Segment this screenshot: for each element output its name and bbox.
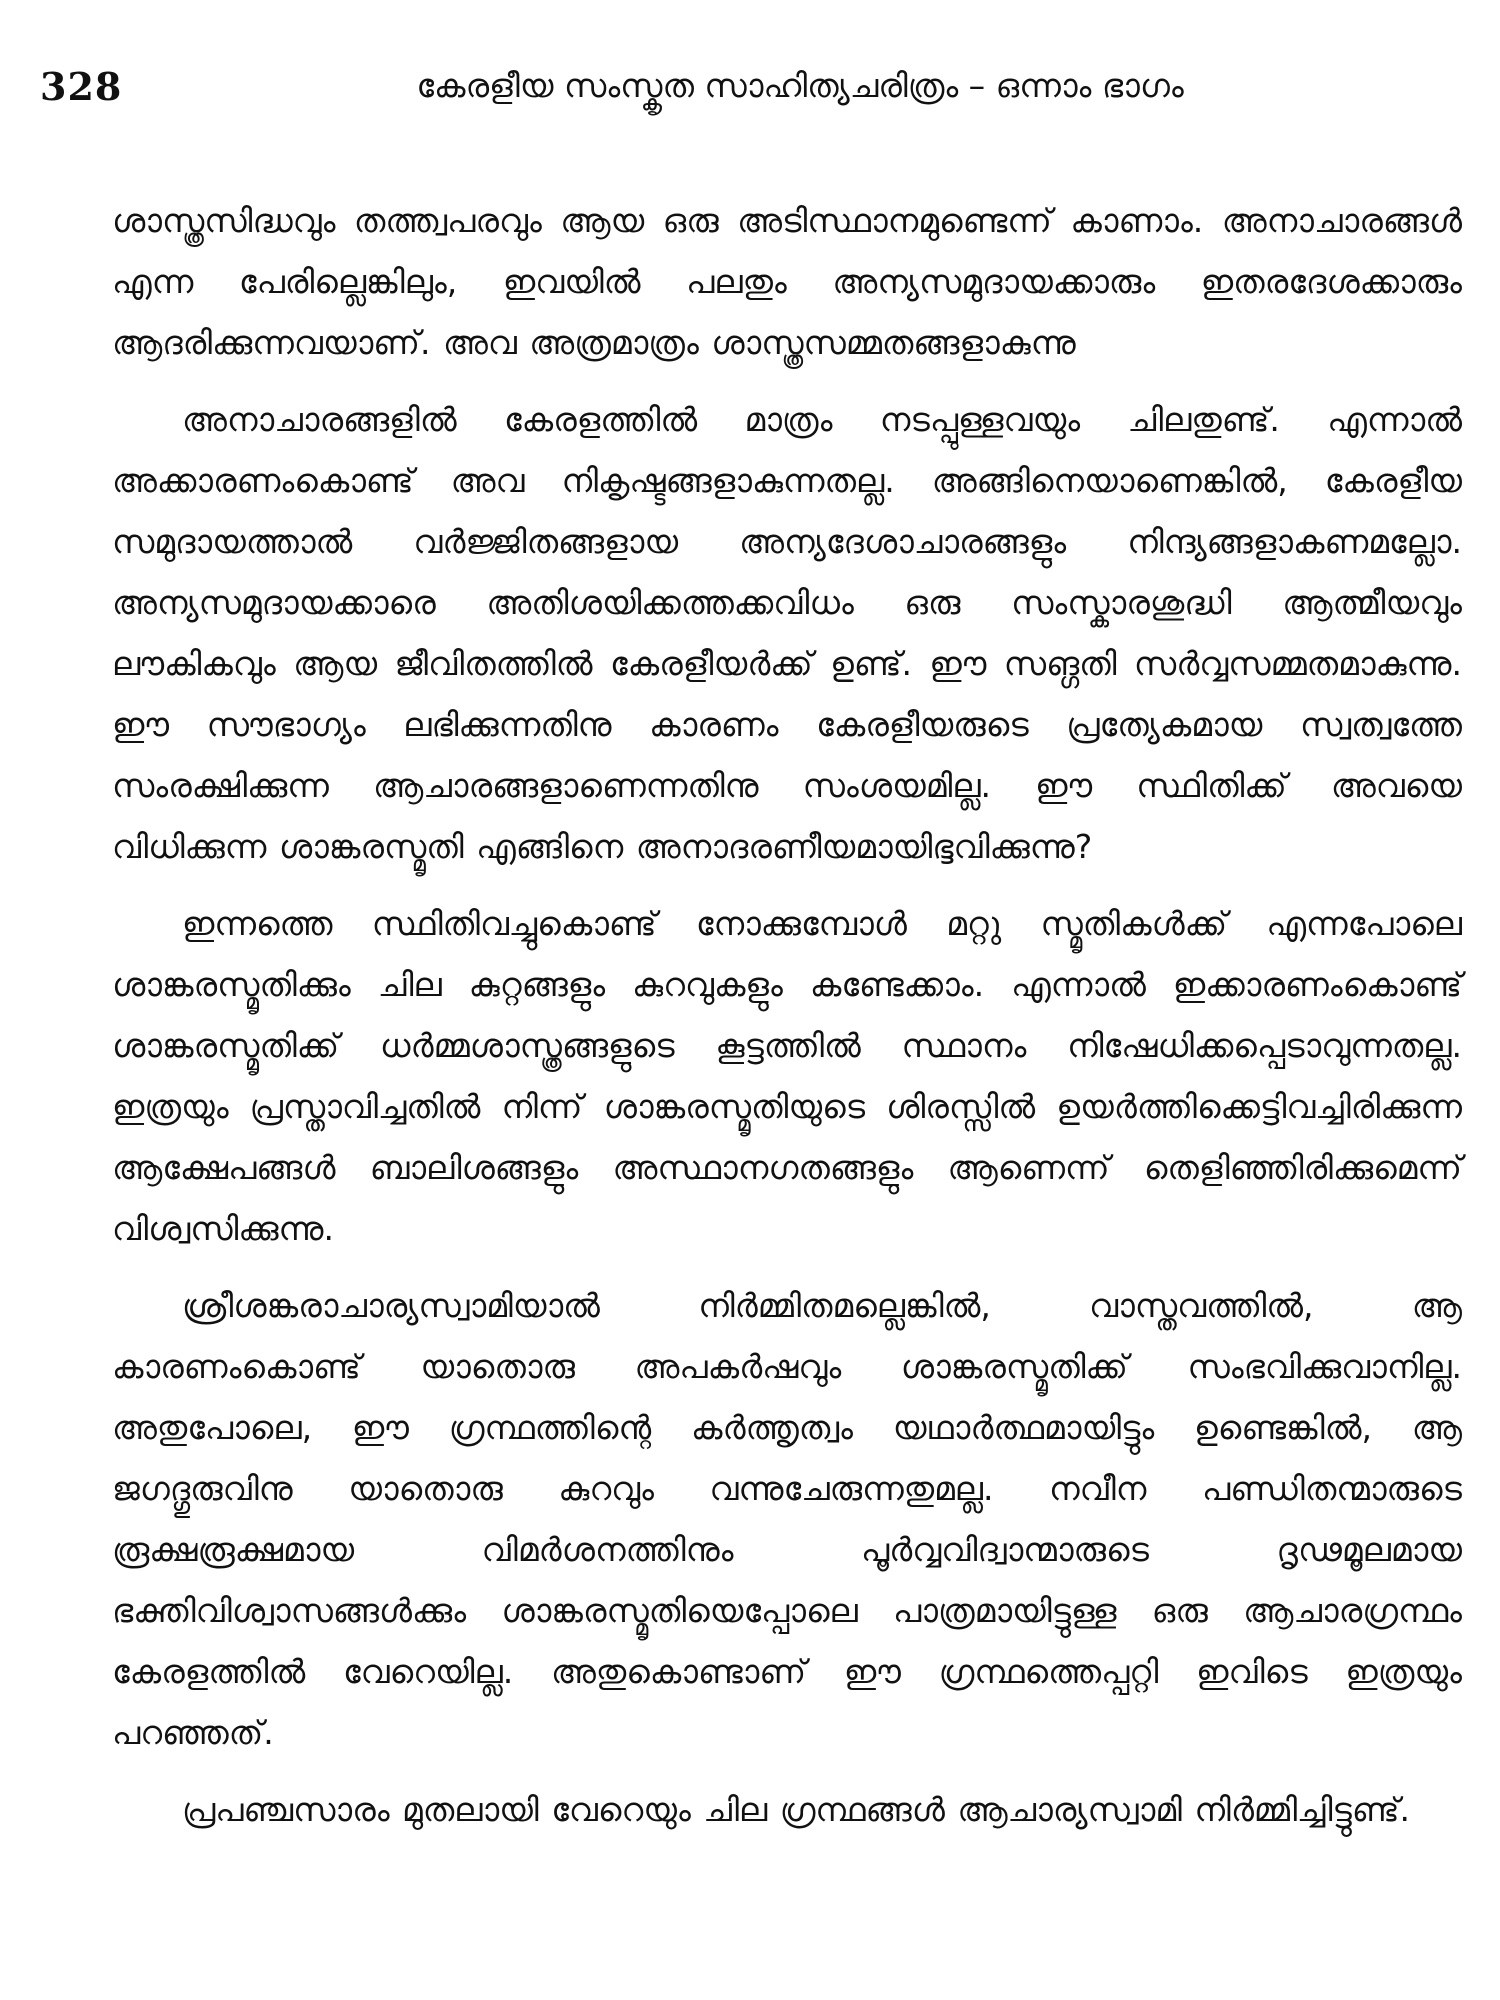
page-number: 328 [40,64,123,109]
paragraph-authorship: ശ്രീശങ്കരാചാര്യസ്വാമിയാൽ നിർമ്മിതമല്ലെങ്കിൽ, വാസ്തവത്തിൽ, ആ കാരണംകൊണ്ട് യാതൊരു അപകർഷവും ശാങ്കരസ്മൃതിക്ക് സംഭവിക്കുവാനില്ല. അതുപോലെ, ഈ ഗ്രന്ഥത്തിന്റെ കർത്തൃത്വം യഥാർത്ഥമായിട്ടും ഉണ്ടെങ്കിൽ, ആ ജഗദ്ഗുരുവിനു യാതൊരു കുറവും വന്നുചേരുന്നതുമല്ല. നവീന പണ്ഡിതന്മാരുടെ രൂക്ഷരൂക്ഷമായ വിമർശനത്തിനും പൂർവ്വവിദ്വാന്മാരുടെ ദൃഢമൂലമായ ഭക്തിവിശ്വാസങ്ങൾക്കും ശാങ്കരസ്മൃതിയെപ്പോലെ പാത്രമായിട്ടുള്ള ഒരു ആചാരഗ്രന്ഥം കേരളത്തിൽ വേറെയില്ല. അതുകൊണ്ടാണ് ഈ ഗ്രന്ഥത്തെപ്പറ്റി ഇവിടെ ഇത്രയും പറഞ്ഞത്. [112,1286,1462,1752]
paragraph-present-view: ഇന്നത്തെ സ്ഥിതിവച്ചുകൊണ്ട് നോക്കുമ്പോൾ മറ്റു സ്മൃതികൾക്ക് എന്നപോലെ ശാങ്കരസ്മൃതിക്കും ചില കുറ്റങ്ങളും കുറവുകളും കണ്ടേക്കാം. എന്നാൽ ഇക്കാരണംകൊണ്ട് ശാങ്കരസ്മൃതിക്ക് ധർമ്മശാസ്ത്രങ്ങളുടെ കൂട്ടത്തിൽ സ്ഥാനം നിഷേധിക്കപ്പെടാവുന്നതല്ല. ഇത്രയും പ്രസ്താവിച്ചതിൽ നിന്ന് ശാങ്കരസ്മൃതിയുടെ ശിരസ്സിൽ ഉയർത്തിക്കെട്ടിവച്ചിരിക്കുന്ന ആക്ഷേപങ്ങൾ ബാലിശങ്ങളും അസ്ഥാനഗതങ്ങളും ആണെന്ന് തെളിഞ്ഞിരിക്കുമെന്ന് വിശ്വസിക്കുന്നു. [112,904,1462,1248]
body-text [112,190,1462,1856]
page-header [40,62,1470,122]
paragraph-other-works: പ്രപഞ്ചസാരം മുതലായി വേറെയും ചില ഗ്രന്ഥങ്ങൾ ആചാര്യസ്വാമി നിർമ്മിച്ചിട്ടുണ്ട്. [182,1790,1411,1829]
paragraph-continuation: ശാസ്ത്രസിദ്ധവും തത്ത്വപരവും ആയ ഒരു അടിസ്ഥാനമുണ്ടെന്ന് കാണാം. അനാചാരങ്ങൾ എന്ന പേരില്ലെങ്കിലും, ഇവയിൽ പലതും അന്യസമുദായക്കാരും ഇതരദേശക്കാരും ആദരിക്കുന്നവയാണ്. അവ അത്രമാത്രം ശാസ്ത്രസമ്മതങ്ങളാകുന്നു [112,201,1462,362]
paragraph-local-customs: അനാചാരങ്ങളിൽ കേരളത്തിൽ മാത്രം നടപ്പുള്ളവയും ചിലതുണ്ട്. എന്നാൽ അക്കാരണംകൊണ്ട് അവ നികൃഷ്ടങ്ങളാകുന്നതല്ല. അങ്ങിനെയാണെങ്കിൽ, കേരളീയ സമുദായത്താൽ വർജ്ജിതങ്ങളായ അന്യദേശാചാരങ്ങളും നിന്ദ്യങ്ങളാകണമല്ലോ. അന്യസമുദായക്കാരെ അതിശയിക്കത്തക്കവിധം ഒരു സംസ്കാരശുദ്ധി ആത്മീയവും ലൗകികവും ആയ ജീവിതത്തിൽ കേരളീയർക്ക് ഉണ്ട്. ഈ സങ്ഗതി സർവ്വസമ്മതമാകുന്നു. ഈ സൗഭാഗ്യം ലഭിക്കുന്നതിനു കാരണം കേരളീയരുടെ പ്രത്യേകമായ സ്വത്വത്തേ സംരക്ഷിക്കുന്ന ആചാരങ്ങളാണെന്നതിനു സംശയമില്ല. ഈ സ്ഥിതിക്ക് അവയെ വിധിക്കുന്ന ശാങ്കരസ്മൃതി എങ്ങിനെ അനാദരണീയമായിഭ്ഭവിക്കുന്നു? [112,400,1462,866]
running-title: കേരളീയ സംസ്കൃത സാഹിത്യചരിത്രം – ഒന്നാം ഭാഗം [416,66,1184,105]
